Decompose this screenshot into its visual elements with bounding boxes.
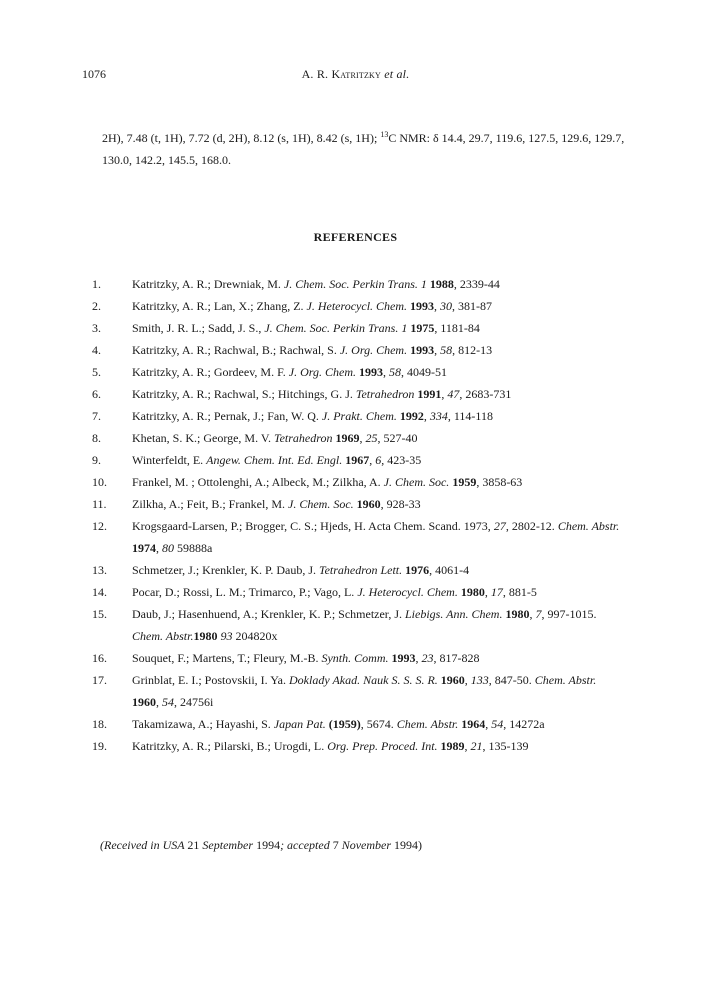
reference-r: , [529, 607, 536, 621]
reference-a: Khetan, S. K.; George, M. V. [132, 431, 274, 445]
reference-continuation [132, 695, 652, 709]
reference-r2: , 812-13 [452, 343, 493, 357]
reference-y: 1960 [353, 497, 381, 511]
reference-j2: Chem. Abstr. [557, 519, 620, 533]
reference-number: 6. [92, 387, 101, 401]
reference-v: 17 [490, 585, 503, 599]
reference-r3: , [485, 717, 492, 731]
reference-a: Pocar, D.; Rossi, L. M.; Trimarco, P.; Vago, L. [132, 585, 358, 599]
reference-item [92, 519, 652, 555]
reference-r: , [383, 365, 390, 379]
received-day: 21 [187, 838, 200, 852]
reference-r: , 2339-44 [453, 277, 500, 291]
reference-text [132, 453, 652, 467]
reference-l2v: 54 [162, 695, 174, 709]
reference-r2: , 4049-51 [401, 365, 448, 379]
reference-r: , 928-33 [380, 497, 421, 511]
running-head-initials: A. R. [301, 67, 332, 81]
reference-number: 3. [92, 321, 101, 335]
reference-r: , [359, 431, 366, 445]
reference-r2: , 423-35 [381, 453, 422, 467]
reference-l2v: 93 [217, 629, 233, 643]
reference-number: 9. [92, 453, 101, 467]
reference-text [132, 365, 652, 379]
reference-item [92, 409, 652, 423]
reference-r: , [441, 387, 448, 401]
reference-item [92, 475, 652, 489]
reference-v: 6 [375, 453, 382, 467]
reference-number: 12. [92, 519, 107, 533]
reference-r: , 5674. [360, 717, 397, 731]
reference-a: Takamizawa, A.; Hayashi, S. [132, 717, 274, 731]
reference-item [92, 497, 652, 511]
reference-r: , 1181-84 [434, 321, 480, 335]
reference-j: Tetrahedron [274, 431, 333, 445]
received-month: September [199, 838, 257, 852]
reference-text [132, 321, 652, 335]
reference-y: 1975 [407, 321, 435, 335]
reference-number: 15. [92, 607, 107, 621]
reference-l2j: Chem. Abstr. [132, 629, 194, 643]
reference-a: Katritzky, A. R.; Lan, X.; Zhang, Z. [132, 299, 307, 313]
reference-j: J. Chem. Soc. [288, 497, 354, 511]
reference-j: J. Chem. Soc. Perkin Trans. 1 [283, 277, 427, 291]
reference-item [92, 739, 652, 753]
reference-y: 1993 [407, 343, 435, 357]
reference-text [132, 673, 652, 709]
reference-j: Angew. Chem. Int. Ed. Engl. [206, 453, 343, 467]
reference-y: (1959) [325, 717, 361, 731]
reference-item [92, 717, 652, 731]
reference-a: Schmetzer, J.; Krenkler, K. P. Daub, J. [132, 563, 320, 577]
reference-v: 30 [440, 299, 453, 313]
reference-y: 1989 [437, 739, 465, 753]
reference-number: 4. [92, 343, 101, 357]
reference-r: , [434, 299, 441, 313]
reference-number: 16. [92, 651, 107, 665]
reference-text [132, 299, 652, 313]
reference-item [92, 343, 652, 357]
reference-continuation [132, 629, 652, 643]
reference-r: , 4061-4 [429, 563, 470, 577]
nmr-line-1-tail: C NMR: δ 14.4, 29.7, 119.6, 127.5, 129.6, 129.7, [388, 131, 625, 145]
received-label: (Received in USA [100, 838, 188, 852]
reference-text [132, 387, 652, 401]
reference-text [132, 717, 652, 731]
reference-r4: , 14272a [503, 717, 545, 731]
reference-r: , 3858-63 [476, 475, 523, 489]
reference-item [92, 431, 652, 445]
reference-number: 11. [92, 497, 107, 511]
nmr-superscript: 13 [380, 130, 389, 139]
reference-y: 1992 [396, 409, 424, 423]
reference-a: Katritzky, A. R.; Pernak, J.; Fan, W. Q. [132, 409, 322, 423]
reference-j: J. Org. Chem. [288, 365, 357, 379]
reference-l2r2: 59888a [174, 541, 213, 555]
accepted-day: 7 [332, 838, 339, 852]
reference-v: 21 [470, 739, 483, 753]
reference-a: Katritzky, A. R.; Drewniak, M. [132, 277, 284, 291]
reference-r: , [464, 739, 471, 753]
reference-r: , [434, 343, 441, 357]
reference-r2: , 817-828 [433, 651, 480, 665]
reference-l2r: , [156, 695, 162, 709]
reference-item [92, 651, 652, 665]
reference-a: Frankel, M. ; Ottolenghi, A.; Albeck, M.; Zilkha, A. [132, 475, 384, 489]
reference-j: Tetrahedron [355, 387, 415, 401]
reference-item [92, 563, 652, 577]
nmr-data-paragraph [102, 124, 662, 171]
reference-y: 1967 [342, 453, 370, 467]
reference-item [92, 299, 652, 313]
reference-continuation [132, 541, 652, 555]
reference-r2: , 114-118 [447, 409, 493, 423]
reference-number: 13. [92, 563, 107, 577]
page-number: 1076 [82, 67, 106, 81]
reference-l2r: , [156, 541, 162, 555]
reference-text [132, 497, 652, 511]
reference-j: J. Heterocycl. Chem. [306, 299, 408, 313]
reference-a: Daub, J.; Hasenhuend, A.; Krenkler, K. P.; Schmetzer, J. [132, 607, 405, 621]
reference-j: Japan Pat. [273, 717, 326, 731]
reference-r: , [484, 585, 491, 599]
reference-j: J. Org. Chem. [339, 343, 408, 357]
reference-v: 133 [470, 673, 489, 687]
reference-a: Katritzky, A. R.; Rachwal, S.; Hitchings, G. J. [132, 387, 356, 401]
reference-j: Org. Prep. Proced. Int. [327, 739, 438, 753]
reference-y3: 1964 [458, 717, 486, 731]
reference-y: 1993 [388, 651, 416, 665]
reference-r: , [464, 673, 471, 687]
reference-y: 1993 [407, 299, 435, 313]
reference-j: Synth. Comm. [321, 651, 389, 665]
nmr-line-2: 130.0, 142.2, 145.5, 168.0. [102, 153, 231, 167]
reference-j: J. Prakt. Chem. [321, 409, 397, 423]
reference-text [132, 409, 652, 423]
reference-text [132, 651, 652, 665]
reference-number: 10. [92, 475, 107, 489]
reference-text [132, 563, 652, 577]
reference-l2r2: 204820x [232, 629, 278, 643]
reference-r2: , 847-50. [488, 673, 535, 687]
reference-y: 1969 [332, 431, 360, 445]
reference-j: Tetrahedron Lett. [319, 563, 403, 577]
reference-item [92, 321, 652, 335]
reference-r2: , 881-5 [502, 585, 537, 599]
reference-a: Katritzky, A. R.; Rachwal, B.; Rachwal, S. [132, 343, 340, 357]
reference-y: 1980 [502, 607, 530, 621]
reference-item [92, 607, 652, 643]
reference-v3: 54 [491, 717, 504, 731]
reference-y: 1960 [437, 673, 465, 687]
reference-v: 47 [447, 387, 460, 401]
reference-v: 58 [440, 343, 453, 357]
reference-j: Doklady Akad. Nauk S. S. S. R. [289, 673, 438, 687]
reference-r2: , 527-40 [377, 431, 418, 445]
reference-l2y: 1960 [132, 695, 156, 709]
reference-a: Winterfeldt, E. [132, 453, 207, 467]
references-heading: REFERENCES [313, 230, 398, 244]
reference-a: Grinblat, E. I.; Postovskii, I. Ya. [132, 673, 290, 687]
reference-number: 7. [92, 409, 101, 423]
reference-r: , [369, 453, 376, 467]
reference-v: 27 [493, 519, 506, 533]
reference-a: Zilkha, A.; Feit, B.; Frankel, M. [132, 497, 288, 511]
reference-text [132, 585, 652, 599]
reference-j: J. Chem. Soc. [383, 475, 450, 489]
reference-y: 1959 [449, 475, 477, 489]
reference-j3: Chem. Abstr. [396, 717, 459, 731]
reference-number: 5. [92, 365, 101, 379]
reference-item [92, 365, 652, 379]
reference-number: 14. [92, 585, 107, 599]
reference-r: , [423, 409, 430, 423]
reference-r2: , 2802-12. [505, 519, 558, 533]
reference-y: 1991 [414, 387, 442, 401]
reference-v: 25 [365, 431, 378, 445]
reference-j: J. Chem. Soc. Perkin Trans. 1 [264, 321, 408, 335]
reference-r: , [415, 651, 422, 665]
reference-text [132, 739, 652, 753]
reference-v: 334 [429, 409, 448, 423]
reference-j: Liebigs. Ann. Chem. [405, 607, 503, 621]
reference-item [92, 585, 652, 599]
reference-r2: , 2683-731 [459, 387, 512, 401]
reference-y: 1980 [457, 585, 485, 599]
running-head [0, 67, 711, 82]
reference-a: Katritzky, A. R.; Gordeev, M. F. [132, 365, 289, 379]
reference-y: 1988 [426, 277, 454, 291]
running-head-etal: et al. [384, 67, 410, 81]
reference-a: Krogsgaard-Larsen, P.; Brogger, C. S.; Hjeds, H. Acta Chem. Scand. 1973, [132, 519, 494, 533]
reference-item [92, 277, 652, 291]
reference-text [132, 431, 652, 445]
received-note [100, 838, 422, 853]
reference-text [132, 519, 652, 555]
reference-item [92, 387, 652, 401]
reference-j: J. Heterocycl. Chem. [357, 585, 458, 599]
reference-v: 58 [389, 365, 402, 379]
reference-number: 8. [92, 431, 101, 445]
reference-v: 7 [535, 607, 542, 621]
reference-l2v: 80 [162, 541, 174, 555]
reference-l2r2: , 24756i [174, 695, 214, 709]
reference-a: Katritzky, A. R.; Pilarski, B.; Urogdi, L. [132, 739, 328, 753]
reference-number: 2. [92, 299, 101, 313]
reference-r2: , 997-1015. [541, 607, 597, 621]
reference-text [132, 475, 652, 489]
reference-number: 17. [92, 673, 107, 687]
reference-number: 18. [92, 717, 107, 731]
running-head-author: Katritzky [331, 67, 382, 81]
nmr-line-1: 2H), 7.48 (t, 1H), 7.72 (d, 2H), 8.12 (s, 1H), 8.42 (s, 1H); [102, 131, 381, 145]
reference-text [132, 277, 652, 291]
accepted-label: ; accepted [280, 838, 333, 852]
reference-text [132, 607, 652, 643]
reference-item [92, 453, 652, 467]
accepted-year: 1994) [394, 838, 423, 852]
reference-a: Souquet, F.; Martens, T.; Fleury, M.-B. [132, 651, 322, 665]
references-list [92, 277, 652, 761]
reference-item [92, 673, 652, 709]
reference-y: 1993 [356, 365, 384, 379]
reference-r2: , 135-139 [482, 739, 529, 753]
reference-a: Smith, J. R. L.; Sadd, J. S., [132, 321, 265, 335]
reference-text [132, 343, 652, 357]
reference-l2y: 1974 [132, 541, 156, 555]
reference-j2: Chem. Abstr. [534, 673, 597, 687]
accepted-month: November [338, 838, 395, 852]
reference-l2y: 1980 [193, 629, 218, 643]
reference-r2: , 381-87 [452, 299, 493, 313]
reference-number: 1. [92, 277, 101, 291]
reference-y: 1976 [402, 563, 430, 577]
reference-v: 23 [421, 651, 434, 665]
received-year: 1994 [256, 838, 281, 852]
reference-number: 19. [92, 739, 107, 753]
